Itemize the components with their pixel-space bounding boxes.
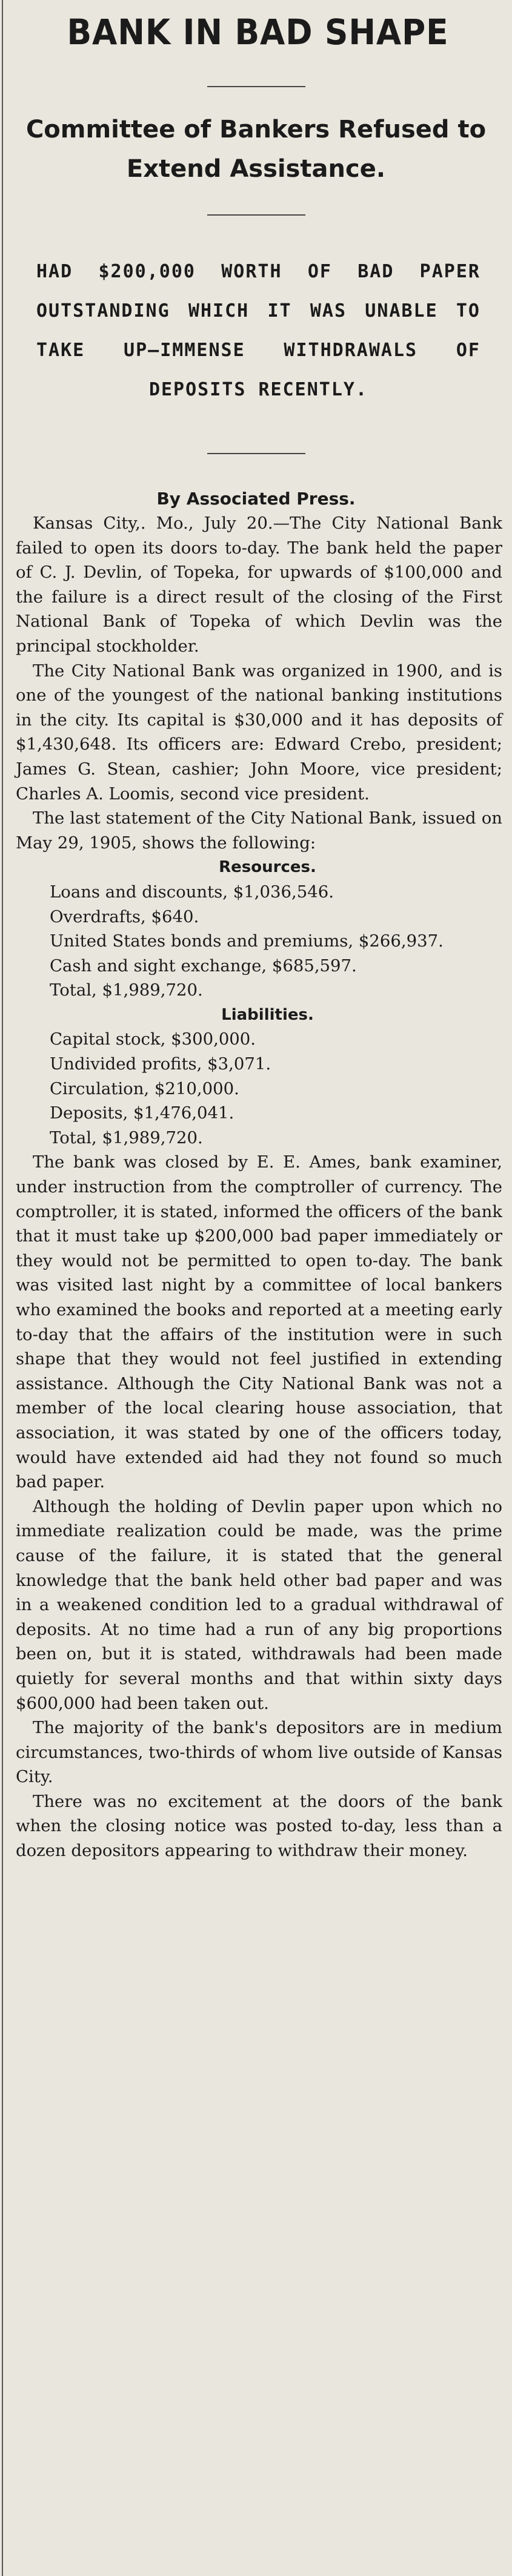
resource-item: Total, $1,989,720. — [50, 980, 203, 1000]
headline: BANK IN BAD SHAPE — [67, 12, 449, 53]
body-paragraph: Although the holding of Devlin paper upon which no immediate realization could be made, was the prime cause of the failure, it is stated that the general knowledge that the bank held other bad paper and was in a weakened condition led to a gradual withdrawal of deposits. At no time had a run of any big proportions been on, but it is stated, withdrawals had been made quietly for several months and that within sixty days $600,000 had been taken out. — [16, 1496, 502, 1713]
body-paragraph: The City National Bank was organized in 1900, and is one of the youngest of the national banking institutions in the city. Its capital is $30,000 and it has deposits of $1,430,648. Its officers are: Edward Crebo, president; James G. Stean, cashier; John Moore, vice president; Charles A. Loomis, second vice president. — [16, 661, 502, 804]
byline: By Associated Press. — [156, 489, 356, 509]
liability-item: Undivided profits, $3,071. — [50, 1054, 271, 1074]
divider — [207, 453, 305, 454]
resources-heading: Resources. — [219, 858, 316, 877]
resource-item: United States bonds and premiums, $266,937. — [50, 931, 444, 951]
body-paragraph: Kansas City,. Mo., July 20.—The City National Bank failed to open its doors to-day. The bank held the paper of C. J. Devlin, of Topeka, for upwards of $100,000 and the failure is a direct result of the closing of the First National Bank of Topeka of which Devlin was the principal stockholder. — [16, 514, 502, 656]
liability-item: Capital stock, $300,000. — [50, 1029, 256, 1049]
body-paragraph: There was no excitement at the doors of the bank when the closing notice was posted to-day, less than a dozen depositors appearing to withdraw their money. — [16, 1791, 502, 1861]
body-paragraph: The last statement of the City National Bank, issued on May 29, 1905, shows the following: — [16, 808, 502, 853]
subhead: Committee of Bankers Refused to Extend Assistance. — [25, 116, 487, 183]
resource-item: Cash and sight exchange, $685,597. — [50, 956, 357, 976]
liabilities-heading: Liabilities. — [221, 1005, 314, 1024]
divider — [207, 214, 305, 216]
resource-item: Loans and discounts, $1,036,546. — [50, 882, 334, 902]
body-paragraph: The majority of the bank's depositors are in medium circumstances, two-thirds of whom live outside of Kansas City. — [16, 1718, 502, 1787]
liability-item: Deposits, $1,476,041. — [50, 1103, 234, 1123]
resource-item: Overdrafts, $640. — [50, 907, 199, 926]
liability-item: Circulation, $210,000. — [50, 1078, 239, 1098]
divider — [207, 86, 305, 87]
article-body — [16, 511, 502, 1863]
body-paragraph: The bank was closed by E. E. Ames, bank examiner, under instruction from the comptroller of currency. The comptroller, it is stated, informed the officers of the bank that it must take up $200,000 bad paper immediately or they would not be permitted to open to-day. The bank was visited last night by a committee of local bankers who examined the books and reported at a meeting early to-day that the affairs of the institution were in such shape that they would not feel justified in extending assistance. Although the City National Bank was not a member of the local clearing house association, that association, it was stated by one of the officers today, would have extended aid had they not found so much bad paper. — [16, 1152, 502, 1492]
deck: HAD $200,000 WORTH OF BAD PAPER OUTSTANDING WHICH IT WAS UNABLE TO TAKE UP—IMMENSE WITHDRAWALS OF DEPOSITS RECENTLY. — [36, 261, 480, 400]
liability-item: Total, $1,989,720. — [50, 1128, 203, 1148]
column-rule — [2, 0, 3, 2576]
